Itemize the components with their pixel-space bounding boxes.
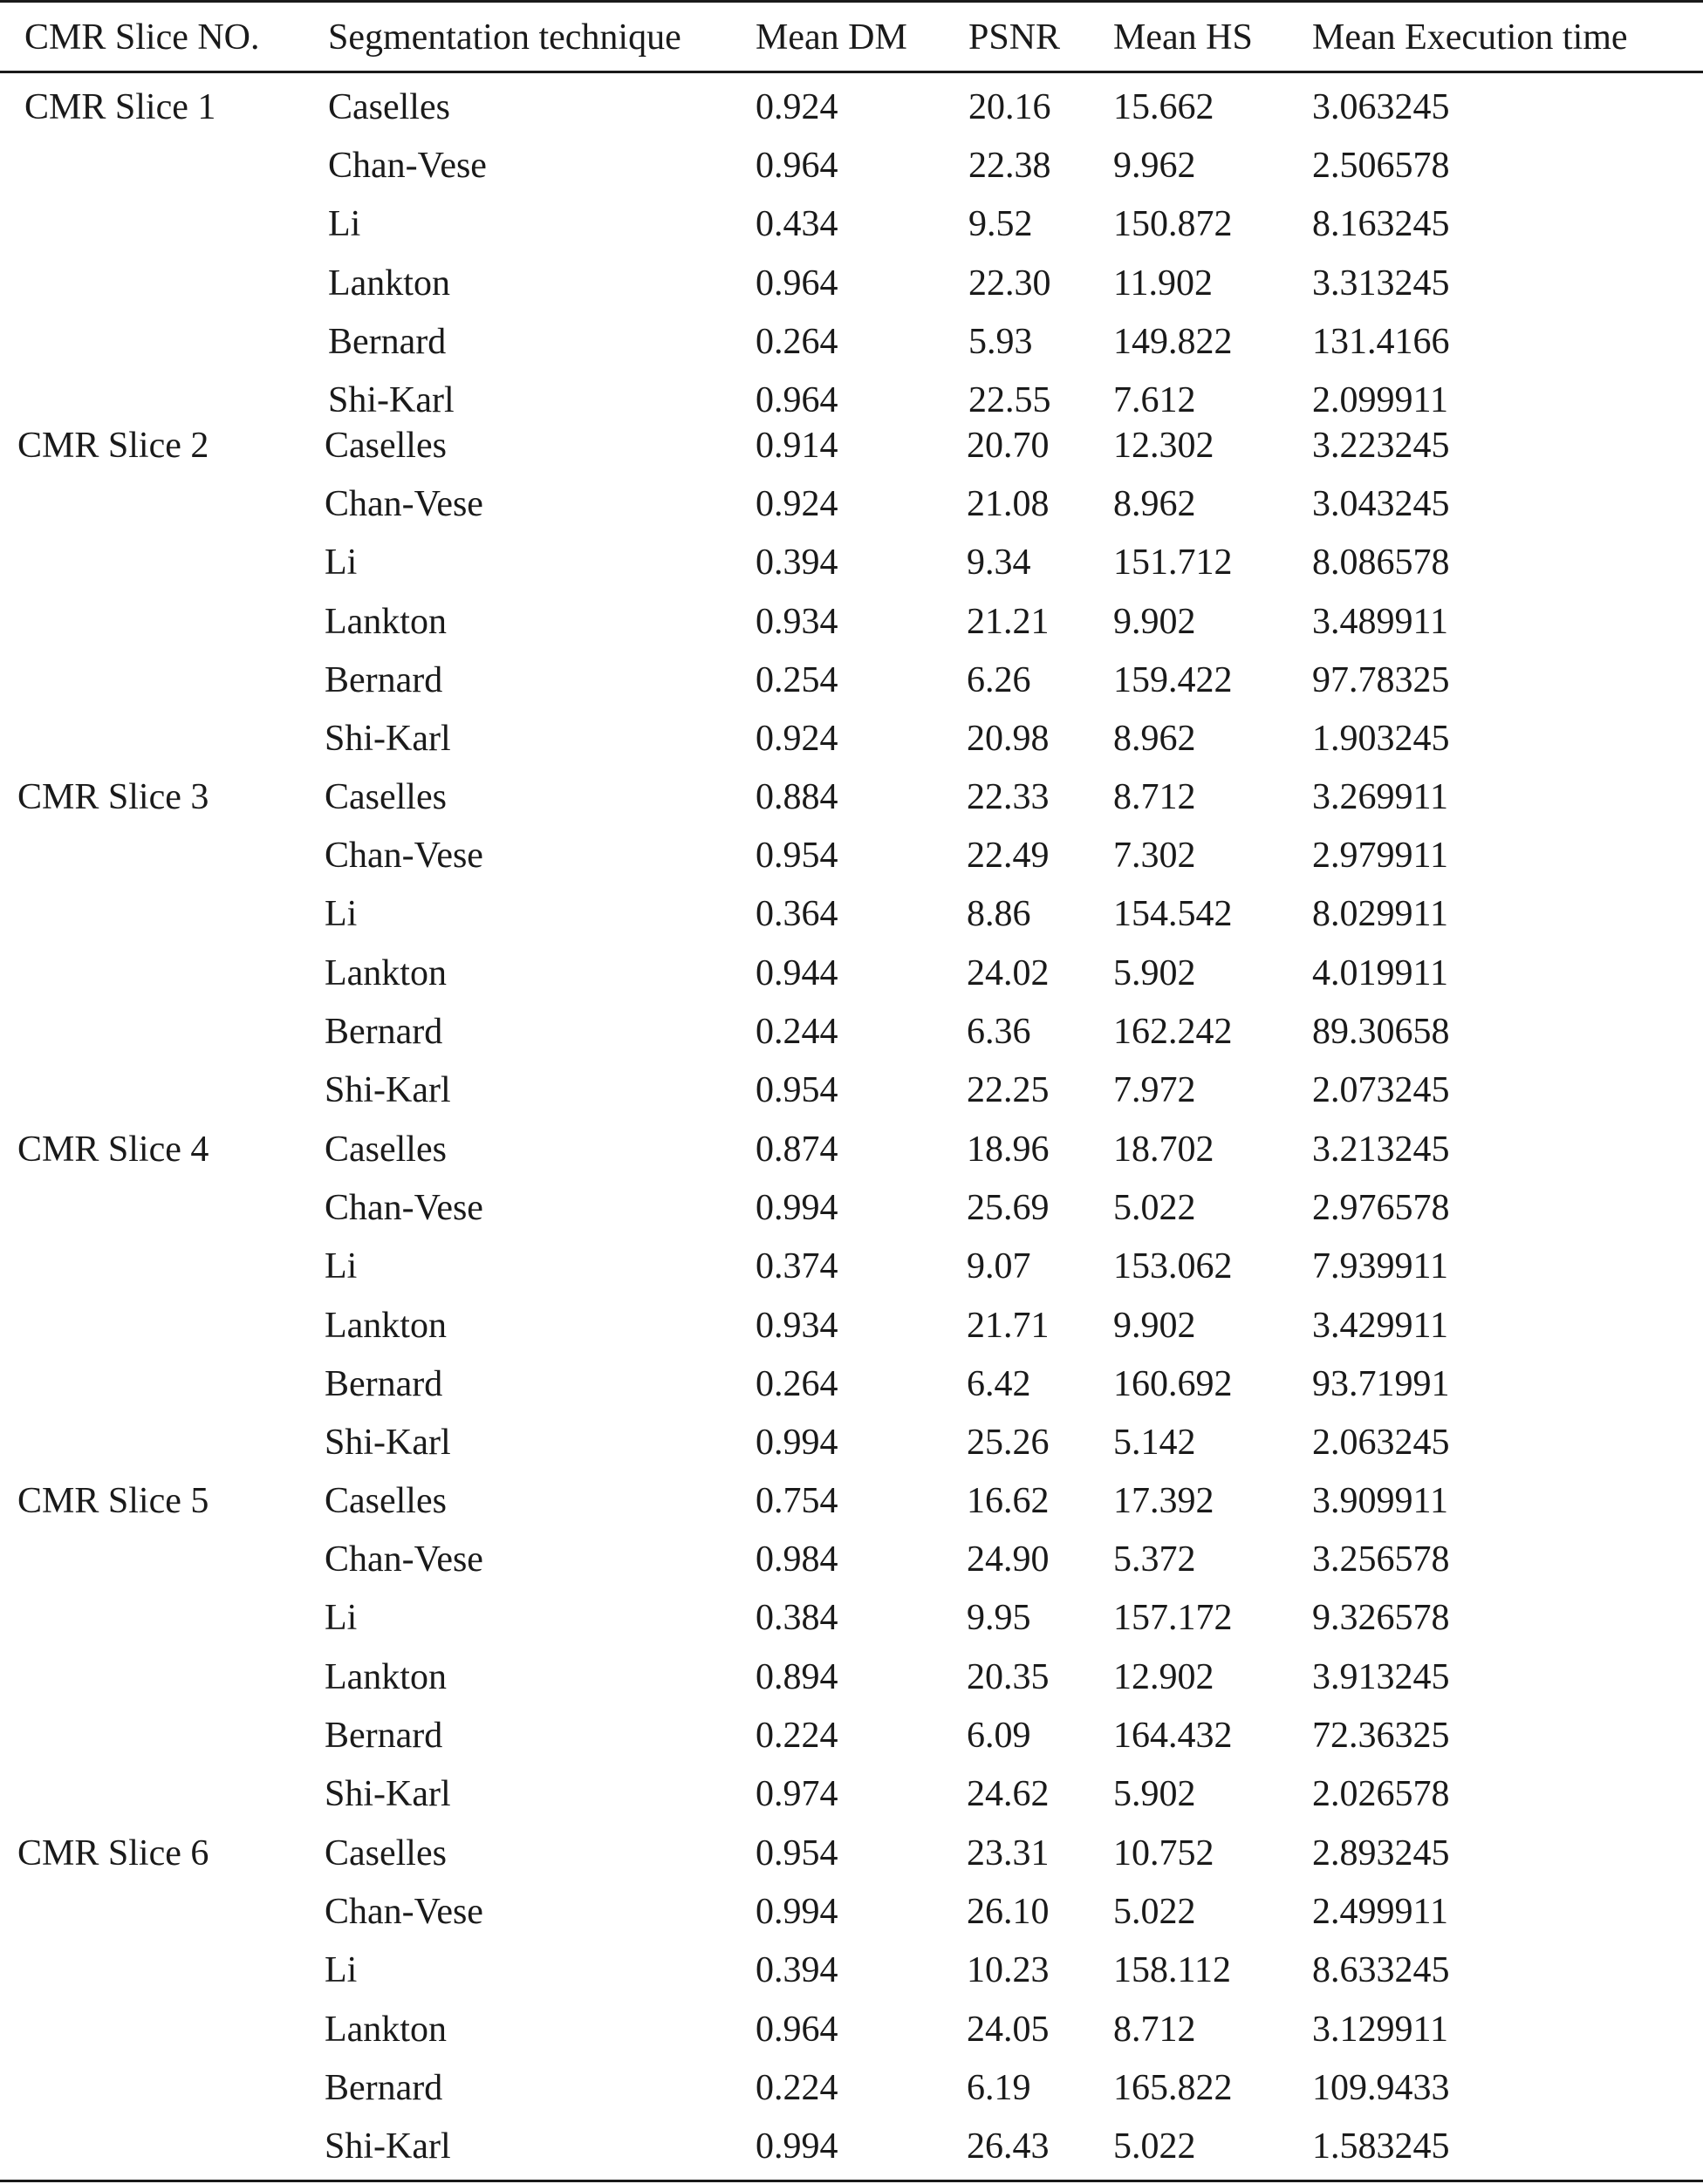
cell-mean-dm: 0.934 [756,602,838,642]
cell-psnr: 23.31 [967,1833,1050,1873]
cell-mean-dm: 0.984 [756,1539,838,1580]
top-rule [0,0,1703,3]
cell-psnr: 20.16 [968,87,1051,127]
cell-execution-time: 2.063245 [1312,1423,1450,1463]
cell-technique: Lankton [325,1306,447,1346]
bottom-rule [0,2180,1703,2182]
cell-psnr: 20.98 [967,719,1050,759]
cell-execution-time: 4.019911 [1312,953,1448,993]
cell-mean-hs: 8.712 [1113,2010,1196,2050]
cell-mean-dm: 0.964 [756,380,838,420]
cell-execution-time: 8.029911 [1312,894,1448,934]
cell-technique: Shi-Karl [328,380,455,420]
cell-technique: Lankton [328,263,450,304]
cell-mean-hs: 18.702 [1113,1130,1214,1170]
cell-technique: Caselles [325,1481,447,1521]
cell-mean-hs: 7.302 [1113,836,1196,876]
cell-execution-time: 2.026578 [1312,1774,1450,1814]
cell-mean-dm: 0.394 [756,1950,838,1990]
cell-mean-hs: 12.302 [1113,426,1214,466]
cell-execution-time: 3.313245 [1312,263,1450,304]
cell-execution-time: 8.163245 [1312,204,1450,244]
header-mean-dm: Mean DM [756,17,907,58]
cell-psnr: 18.96 [967,1130,1050,1170]
cell-technique: Caselles [328,87,450,127]
cell-execution-time: 2.979911 [1312,836,1448,876]
cell-mean-dm: 0.254 [756,660,838,700]
cell-execution-time: 2.099911 [1312,380,1448,420]
cell-psnr: 6.26 [967,660,1031,700]
cell-technique: Lankton [325,953,447,993]
cell-mean-hs: 150.872 [1113,204,1233,244]
cell-execution-time: 9.326578 [1312,1598,1450,1638]
cell-mean-hs: 5.022 [1113,1892,1196,1932]
cell-mean-dm: 0.914 [756,426,838,466]
cell-execution-time: 8.086578 [1312,543,1450,583]
header-slice-no: CMR Slice NO. [24,17,260,58]
header-rule [0,71,1703,73]
cell-psnr: 9.95 [967,1598,1031,1638]
cell-mean-hs: 5.022 [1113,2126,1196,2167]
cell-mean-dm: 0.974 [756,1774,838,1814]
cell-execution-time: 93.71991 [1312,1364,1450,1404]
cell-psnr: 25.26 [967,1423,1050,1463]
cell-mean-hs: 164.432 [1113,1716,1233,1756]
cell-mean-hs: 154.542 [1113,894,1233,934]
cell-execution-time: 2.893245 [1312,1833,1450,1873]
header-psnr: PSNR [968,17,1061,58]
cell-mean-hs: 5.902 [1113,953,1196,993]
cell-execution-time: 2.976578 [1312,1188,1450,1228]
cell-slice-label: CMR Slice 1 [24,87,216,127]
cell-psnr: 21.71 [967,1306,1050,1346]
cell-psnr: 25.69 [967,1188,1050,1228]
cell-mean-hs: 10.752 [1113,1833,1214,1873]
cell-psnr: 10.23 [967,1950,1050,1990]
cell-mean-dm: 0.994 [756,2126,838,2167]
cell-mean-dm: 0.264 [756,322,838,362]
cell-mean-hs: 9.902 [1113,602,1196,642]
cell-mean-hs: 160.692 [1113,1364,1233,1404]
cell-mean-hs: 9.902 [1113,1306,1196,1346]
cell-technique: Bernard [325,1364,443,1404]
cell-technique: Chan-Vese [328,146,487,186]
cell-technique: Shi-Karl [325,2126,451,2167]
cell-technique: Lankton [325,602,447,642]
cell-mean-dm: 0.954 [756,1070,838,1110]
cell-execution-time: 3.043245 [1312,484,1450,524]
cell-psnr: 21.08 [967,484,1050,524]
cell-technique: Chan-Vese [325,1188,483,1228]
cell-technique: Caselles [325,1833,447,1873]
cell-psnr: 5.93 [968,322,1033,362]
cell-mean-dm: 0.244 [756,1012,838,1052]
cell-mean-dm: 0.884 [756,777,838,817]
cell-psnr: 6.09 [967,1716,1031,1756]
cell-technique: Li [325,1246,358,1287]
cell-technique: Lankton [325,1657,447,1697]
cell-mean-dm: 0.224 [756,2068,838,2108]
cell-psnr: 22.30 [968,263,1051,304]
cell-execution-time: 3.909911 [1312,1481,1448,1521]
cell-mean-dm: 0.924 [756,484,838,524]
cell-mean-dm: 0.924 [756,87,838,127]
cell-technique: Li [325,1598,358,1638]
cell-mean-hs: 151.712 [1113,543,1233,583]
cell-psnr: 6.19 [967,2068,1031,2108]
cell-execution-time: 1.583245 [1312,2126,1450,2167]
cell-execution-time: 3.429911 [1312,1306,1448,1346]
cell-psnr: 8.86 [967,894,1031,934]
cell-mean-dm: 0.264 [756,1364,838,1404]
cell-mean-dm: 0.954 [756,1833,838,1873]
cell-technique: Caselles [325,777,447,817]
cell-psnr: 22.38 [968,146,1051,186]
cell-technique: Bernard [325,660,443,700]
cell-psnr: 20.70 [967,426,1050,466]
cell-execution-time: 7.939911 [1312,1246,1448,1287]
cell-technique: Li [328,204,361,244]
cell-mean-hs: 5.142 [1113,1423,1196,1463]
cell-execution-time: 3.256578 [1312,1539,1450,1580]
cell-mean-hs: 8.712 [1113,777,1196,817]
cell-execution-time: 97.78325 [1312,660,1450,700]
cell-psnr: 20.35 [967,1657,1050,1697]
cell-mean-dm: 0.754 [756,1481,838,1521]
cell-execution-time: 8.633245 [1312,1950,1450,1990]
cell-mean-hs: 158.112 [1113,1950,1231,1990]
cell-mean-dm: 0.994 [756,1892,838,1932]
header-mean-hs: Mean HS [1113,17,1253,58]
cell-technique: Li [325,543,358,583]
cell-mean-hs: 162.242 [1113,1012,1233,1052]
cell-technique: Chan-Vese [325,484,483,524]
header-segmentation-technique: Segmentation technique [328,17,681,58]
cell-mean-dm: 0.924 [756,719,838,759]
cell-technique: Bernard [325,2068,443,2108]
cell-psnr: 6.42 [967,1364,1031,1404]
cell-execution-time: 3.489911 [1312,602,1448,642]
cell-technique: Bernard [325,1012,443,1052]
cell-technique: Li [325,894,358,934]
cell-mean-dm: 0.894 [756,1657,838,1697]
cell-technique: Shi-Karl [325,1423,451,1463]
cell-mean-dm: 0.954 [756,836,838,876]
cell-technique: Shi-Karl [325,1774,451,1814]
cell-technique: Caselles [325,1130,447,1170]
cell-technique: Lankton [325,2010,447,2050]
cell-execution-time: 89.30658 [1312,1012,1450,1052]
cell-psnr: 24.02 [967,953,1050,993]
cell-execution-time: 3.063245 [1312,87,1450,127]
cell-technique: Bernard [328,322,447,362]
cell-mean-dm: 0.364 [756,894,838,934]
cell-mean-dm: 0.964 [756,146,838,186]
cell-psnr: 22.49 [967,836,1050,876]
cell-technique: Shi-Karl [325,1070,451,1110]
cell-slice-label: CMR Slice 3 [17,777,209,817]
cell-execution-time: 1.903245 [1312,719,1450,759]
cell-execution-time: 3.129911 [1312,2010,1448,2050]
cell-slice-label: CMR Slice 5 [17,1481,209,1521]
cell-psnr: 22.33 [967,777,1050,817]
cell-mean-hs: 149.822 [1113,322,1233,362]
cell-technique: Caselles [325,426,447,466]
cell-execution-time: 2.499911 [1312,1892,1448,1932]
cell-execution-time: 72.36325 [1312,1716,1450,1756]
cell-mean-hs: 11.902 [1113,263,1213,304]
cell-mean-hs: 157.172 [1113,1598,1233,1638]
cell-mean-dm: 0.394 [756,543,838,583]
cell-mean-hs: 9.962 [1113,146,1196,186]
cell-mean-dm: 0.434 [756,204,838,244]
cell-execution-time: 109.9433 [1312,2068,1450,2108]
cell-mean-hs: 12.902 [1113,1657,1214,1697]
cell-technique: Chan-Vese [325,1892,483,1932]
cell-technique: Shi-Karl [325,719,451,759]
cell-mean-hs: 8.962 [1113,484,1196,524]
cell-mean-hs: 7.972 [1113,1070,1196,1110]
cell-mean-hs: 8.962 [1113,719,1196,759]
cell-execution-time: 2.073245 [1312,1070,1450,1110]
cell-slice-label: CMR Slice 2 [17,426,209,466]
header-mean-execution-time: Mean Execution time [1312,17,1628,58]
cell-execution-time: 3.223245 [1312,426,1450,466]
cell-mean-hs: 159.422 [1113,660,1233,700]
cell-psnr: 24.90 [967,1539,1050,1580]
cell-psnr: 9.07 [967,1246,1031,1287]
cell-mean-hs: 165.822 [1113,2068,1233,2108]
cell-execution-time: 3.913245 [1312,1657,1450,1697]
cell-psnr: 22.25 [967,1070,1050,1110]
cell-technique: Bernard [325,1716,443,1756]
cell-mean-dm: 0.964 [756,263,838,304]
cell-mean-hs: 5.902 [1113,1774,1196,1814]
cell-psnr: 9.52 [968,204,1033,244]
cell-mean-dm: 0.964 [756,2010,838,2050]
cell-mean-hs: 153.062 [1113,1246,1233,1287]
cell-execution-time: 3.269911 [1312,777,1448,817]
cell-psnr: 22.55 [968,380,1051,420]
cell-mean-hs: 15.662 [1113,87,1214,127]
cell-execution-time: 131.4166 [1312,322,1450,362]
cell-mean-dm: 0.994 [756,1423,838,1463]
cell-mean-dm: 0.934 [756,1306,838,1346]
cell-mean-dm: 0.874 [756,1130,838,1170]
cell-psnr: 6.36 [967,1012,1031,1052]
cell-mean-dm: 0.944 [756,953,838,993]
cell-slice-label: CMR Slice 6 [17,1833,209,1873]
cell-psnr: 24.05 [967,2010,1050,2050]
cell-psnr: 26.43 [967,2126,1050,2167]
cell-mean-dm: 0.384 [756,1598,838,1638]
cell-mean-hs: 7.612 [1113,380,1196,420]
cell-technique: Chan-Vese [325,836,483,876]
cell-psnr: 9.34 [967,543,1031,583]
cell-psnr: 21.21 [967,602,1050,642]
cell-mean-hs: 5.022 [1113,1188,1196,1228]
cell-psnr: 16.62 [967,1481,1050,1521]
cell-psnr: 24.62 [967,1774,1050,1814]
cell-mean-hs: 17.392 [1113,1481,1214,1521]
cell-mean-dm: 0.374 [756,1246,838,1287]
cell-technique: Chan-Vese [325,1539,483,1580]
cell-mean-dm: 0.994 [756,1188,838,1228]
cell-execution-time: 2.506578 [1312,146,1450,186]
cell-mean-dm: 0.224 [756,1716,838,1756]
cell-mean-hs: 5.372 [1113,1539,1196,1580]
cell-slice-label: CMR Slice 4 [17,1130,209,1170]
cell-psnr: 26.10 [967,1892,1050,1932]
cell-execution-time: 3.213245 [1312,1130,1450,1170]
cell-technique: Li [325,1950,358,1990]
